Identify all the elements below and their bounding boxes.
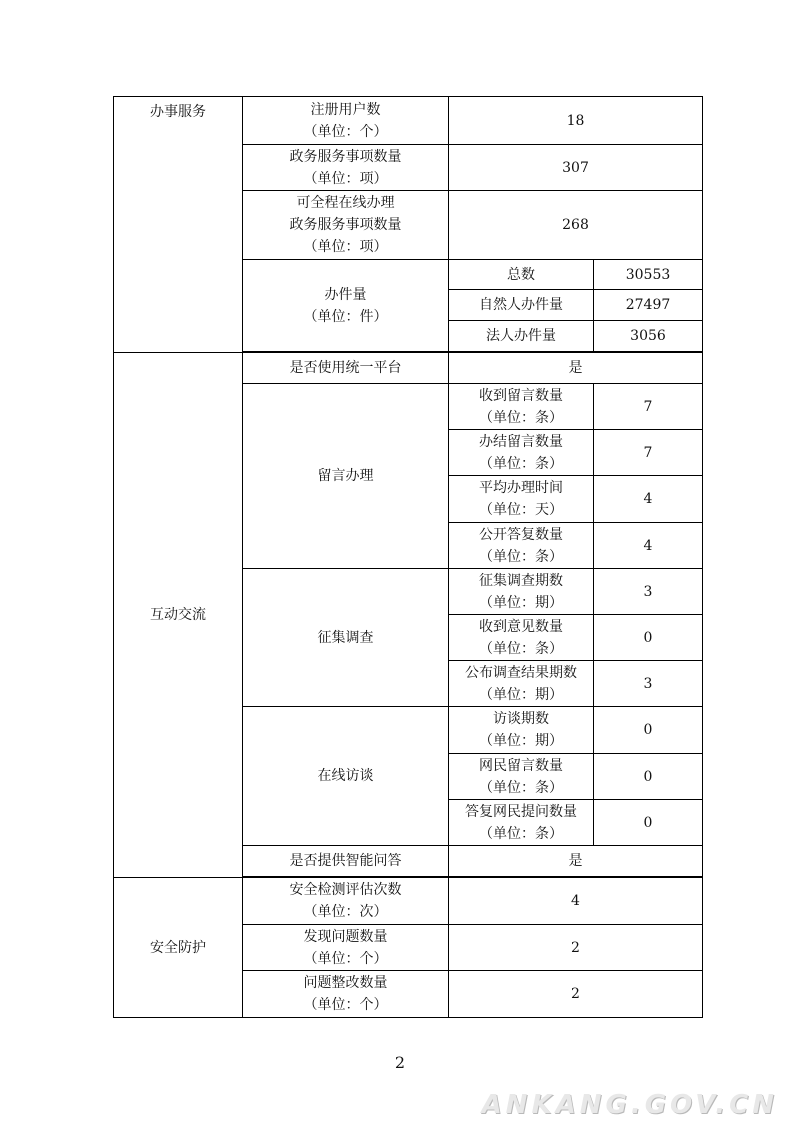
security-checks-label: 安全检测评估次数 （单位：次） bbox=[243, 878, 449, 925]
page-number: 2 bbox=[394, 1053, 406, 1072]
handling-total-value: 30553 bbox=[594, 260, 703, 290]
interview-periods-value: 0 bbox=[594, 707, 703, 754]
row-label-handling: 办件量 （单位：件） bbox=[243, 260, 449, 352]
messages-closed-label: 办结留言数量 （单位：条） bbox=[449, 430, 594, 476]
security-fixed-label: 问题整改数量 （单位：个） bbox=[243, 971, 449, 1018]
value-online-items: 268 bbox=[449, 191, 703, 260]
row-label-smart-qa: 是否提供智能问答 bbox=[243, 846, 449, 877]
value-smart-qa: 是 bbox=[449, 846, 703, 877]
interview-replies-label: 答复网民提问数量 （单位：条） bbox=[449, 800, 594, 846]
interview-periods-label: 访谈期数 （单位：期） bbox=[449, 707, 594, 754]
row-label-unified-platform: 是否使用统一平台 bbox=[243, 353, 449, 384]
watermark-logo: ANKANG.GOV.CN bbox=[481, 1090, 778, 1120]
group-label-interview: 在线访谈 bbox=[243, 707, 449, 846]
table-row bbox=[114, 97, 703, 145]
messages-closed-value: 7 bbox=[594, 430, 703, 476]
group-label-messages: 留言办理 bbox=[243, 384, 449, 569]
survey-periods-label: 征集调查期数 （单位：期） bbox=[449, 569, 594, 615]
section-title-security: 安全防护 bbox=[114, 878, 243, 1018]
messages-public-value: 4 bbox=[594, 523, 703, 569]
security-fixed-value: 2 bbox=[449, 971, 703, 1018]
survey-results-label: 公布调查结果期数 （单位：期） bbox=[449, 661, 594, 707]
survey-periods-value: 3 bbox=[594, 569, 703, 615]
section-title-interaction: 互动交流 bbox=[114, 353, 243, 878]
security-checks-value: 4 bbox=[449, 878, 703, 925]
handling-total-label: 总数 bbox=[449, 260, 594, 290]
handling-legal-value: 3056 bbox=[594, 321, 703, 352]
interview-replies-value: 0 bbox=[594, 800, 703, 846]
section-title-affairs: 办事服务 bbox=[114, 97, 243, 353]
statistics-table bbox=[113, 96, 703, 1018]
messages-avg-time-value: 4 bbox=[594, 476, 703, 523]
interview-comments-value: 0 bbox=[594, 754, 703, 800]
row-label-service-items: 政务服务事项数量 （单位：项） bbox=[243, 145, 449, 191]
survey-opinions-value: 0 bbox=[594, 615, 703, 661]
table-row bbox=[114, 878, 703, 925]
value-unified-platform: 是 bbox=[449, 353, 703, 384]
handling-person-label: 自然人办件量 bbox=[449, 290, 594, 321]
table-row bbox=[114, 353, 703, 384]
survey-results-value: 3 bbox=[594, 661, 703, 707]
messages-avg-time-label: 平均办理时间 （单位：天） bbox=[449, 476, 594, 523]
value-service-items: 307 bbox=[449, 145, 703, 191]
value-registered-users: 18 bbox=[449, 97, 703, 145]
security-found-label: 发现问题数量 （单位：个） bbox=[243, 925, 449, 971]
security-found-value: 2 bbox=[449, 925, 703, 971]
group-label-survey: 征集调查 bbox=[243, 569, 449, 707]
messages-public-label: 公开答复数量 （单位：条） bbox=[449, 523, 594, 569]
interview-comments-label: 网民留言数量 （单位：条） bbox=[449, 754, 594, 800]
row-label-registered-users: 注册用户数 （单位：个） bbox=[243, 97, 449, 145]
messages-received-label: 收到留言数量 （单位：条） bbox=[449, 384, 594, 430]
handling-person-value: 27497 bbox=[594, 290, 703, 321]
row-label-online-items: 可全程在线办理 政务服务事项数量 （单位：项） bbox=[243, 191, 449, 260]
handling-legal-label: 法人办件量 bbox=[449, 321, 594, 352]
survey-opinions-label: 收到意见数量 （单位：条） bbox=[449, 615, 594, 661]
messages-received-value: 7 bbox=[594, 384, 703, 430]
